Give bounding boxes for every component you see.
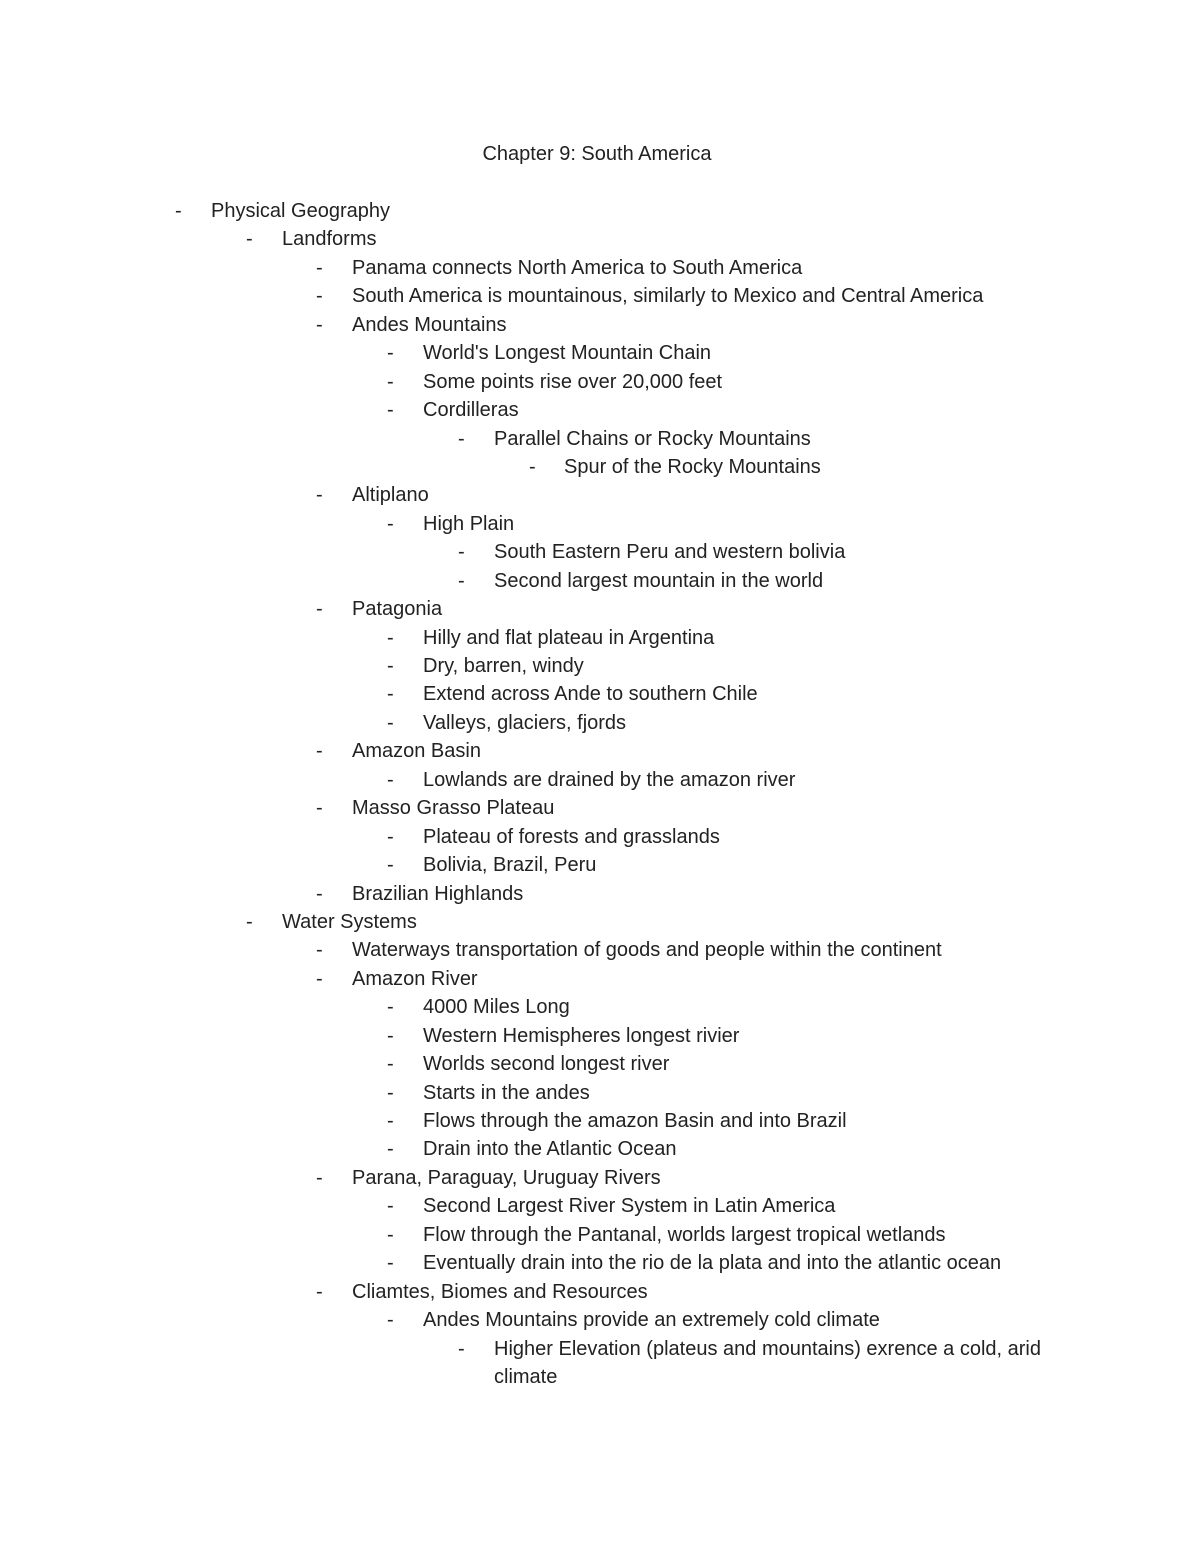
bullet-dash: -: [387, 996, 394, 1019]
outline-item: [0, 851, 1200, 879]
outline-item-text: Starts in the andes: [423, 1081, 590, 1104]
bullet-dash: -: [458, 541, 465, 564]
bullet-dash: -: [387, 854, 394, 877]
outline-item-text: High Plain: [423, 512, 515, 535]
outline-item: [0, 624, 1200, 652]
bullet-dash: -: [316, 1280, 323, 1303]
outline-item: [0, 510, 1200, 538]
outline-item-text: Lowlands are drained by the amazon river: [423, 768, 796, 791]
bullet-dash: -: [387, 768, 394, 791]
outline-item-text: Andes Mountains provide an extremely cold climate: [423, 1309, 880, 1332]
outline-item-text: Water Systems: [282, 910, 417, 933]
outline-item: [0, 1221, 1200, 1249]
bullet-dash: -: [316, 285, 323, 308]
outline-item: [0, 1107, 1200, 1135]
outline-item-text: Second Largest River System in Latin America: [423, 1195, 836, 1218]
outline-item: [0, 197, 1200, 225]
bullet-dash: -: [387, 711, 394, 734]
outline-item: [0, 1306, 1200, 1334]
outline-item: [0, 339, 1200, 367]
bullet-outline: [0, 197, 1200, 1391]
bullet-dash: -: [387, 1223, 394, 1246]
bullet-dash: -: [529, 455, 536, 478]
outline-item-text: Bolivia, Brazil, Peru: [423, 854, 597, 877]
bullet-dash: -: [316, 484, 323, 507]
bullet-dash: -: [458, 427, 465, 450]
outline-item: [0, 538, 1200, 566]
outline-item-text: Amazon River: [352, 967, 478, 990]
outline-item: [0, 1164, 1200, 1192]
outline-item: [0, 1335, 1200, 1392]
bullet-dash: -: [387, 512, 394, 535]
outline-item-text: 4000 Miles Long: [423, 996, 570, 1019]
bullet-dash: -: [387, 626, 394, 649]
outline-item: [0, 680, 1200, 708]
bullet-dash: -: [246, 910, 253, 933]
outline-item: [0, 396, 1200, 424]
outline-item-text: Hilly and flat plateau in Argentina: [423, 626, 715, 649]
outline-item-text: Flow through the Pantanal, worlds largest tropical wetlands: [423, 1223, 946, 1246]
bullet-dash: -: [387, 1138, 394, 1161]
outline-item-text: Cliamtes, Biomes and Resources: [352, 1280, 648, 1303]
bullet-dash: -: [316, 1166, 323, 1189]
outline-item-text: Drain into the Atlantic Ocean: [423, 1138, 677, 1161]
outline-item-text: World's Longest Mountain Chain: [423, 342, 712, 365]
outline-item-text: Some points rise over 20,000 feet: [423, 370, 723, 393]
bullet-dash: -: [387, 1081, 394, 1104]
outline-item: [0, 1079, 1200, 1107]
outline-item-text: Second largest mountain in the world: [494, 569, 824, 592]
outline-item-text: Parana, Paraguay, Uruguay Rivers: [352, 1166, 661, 1189]
outline-item-text: Altiplano: [352, 484, 429, 507]
outline-item-text: Worlds second longest river: [423, 1053, 670, 1076]
bullet-dash: -: [387, 1053, 394, 1076]
outline-item-text: Physical Geography: [211, 200, 390, 222]
outline-item: [0, 880, 1200, 908]
outline-item-text: Spur of the Rocky Mountains: [564, 455, 821, 478]
outline-item: [0, 567, 1200, 595]
outline-item-text: Patagonia: [352, 598, 443, 621]
outline-item: [0, 794, 1200, 822]
bullet-dash: -: [387, 683, 394, 706]
outline-item: [0, 1278, 1200, 1306]
outline-item-text: Masso Grasso Plateau: [352, 797, 555, 820]
outline-item: [0, 282, 1200, 310]
outline-item-text: Western Hemispheres longest rivier: [423, 1024, 740, 1047]
outline-item: [0, 311, 1200, 339]
bullet-dash: -: [387, 1195, 394, 1218]
bullet-dash: -: [458, 1337, 465, 1360]
bullet-dash: -: [387, 370, 394, 393]
bullet-dash: -: [387, 1110, 394, 1132]
outline-item-text: Waterways transportation of goods and people within the continent: [352, 939, 942, 962]
outline-item: [0, 425, 1200, 453]
outline-item-text: Brazilian Highlands: [352, 882, 524, 905]
outline-item-text: Amazon Basin: [352, 740, 481, 763]
outline-item: [0, 595, 1200, 623]
bullet-dash: -: [387, 1252, 394, 1275]
bullet-dash: -: [387, 1024, 394, 1047]
outline-item: [0, 453, 1200, 481]
outline-item: [0, 1192, 1200, 1220]
bullet-dash: -: [246, 228, 253, 251]
outline-item: [0, 823, 1200, 851]
outline-item: [0, 965, 1200, 993]
outline-item: [0, 766, 1200, 794]
outline-item-text: Panama connects North America to South America: [352, 256, 803, 279]
bullet-dash: -: [316, 598, 323, 621]
outline-item: [0, 1050, 1200, 1078]
outline-item: [0, 993, 1200, 1021]
bullet-dash: -: [316, 967, 323, 990]
page-title: Chapter 9: South America: [482, 143, 712, 165]
bullet-dash: -: [316, 740, 323, 763]
outline-item-text: Cordilleras: [423, 399, 519, 422]
outline-item: [0, 254, 1200, 282]
bullet-dash: -: [316, 882, 323, 905]
outline-item-text: Andes Mountains: [352, 313, 507, 336]
outline-item: [0, 1022, 1200, 1050]
outline-item: [0, 368, 1200, 396]
outline-item-text: Valleys, glaciers, fjords: [423, 711, 627, 734]
bullet-dash: -: [316, 313, 323, 336]
outline-item: [0, 481, 1200, 509]
bullet-dash: -: [458, 569, 465, 592]
bullet-dash: -: [387, 342, 394, 365]
outline-item-text: Flows through the amazon Basin and into Brazil: [423, 1110, 847, 1132]
bullet-dash: -: [175, 200, 182, 222]
outline-item-text: Landforms: [282, 228, 377, 251]
bullet-dash: -: [316, 256, 323, 279]
outline-item-text: South Eastern Peru and western bolivia: [494, 541, 846, 564]
outline-item: [0, 225, 1200, 253]
outline-item-text: Parallel Chains or Rocky Mountains: [494, 427, 811, 450]
outline-item-text: Eventually drain into the rio de la plata and into the atlantic ocean: [423, 1252, 1002, 1275]
outline-item-text: South America is mountainous, similarly to Mexico and Central America: [352, 285, 984, 308]
outline-item: [0, 1249, 1200, 1277]
outline-item: [0, 1135, 1200, 1163]
outline-item-text: Higher Elevation (plateus and mountains) exrence a cold, arid climate: [494, 1337, 1041, 1388]
outline-item: [0, 908, 1200, 936]
bullet-dash: -: [316, 797, 323, 820]
outline-item: [0, 709, 1200, 737]
outline-item: [0, 936, 1200, 964]
outline-item-text: Dry, barren, windy: [423, 655, 584, 677]
bullet-dash: -: [316, 939, 323, 962]
bullet-dash: -: [387, 399, 394, 422]
outline-item-text: Plateau of forests and grasslands: [423, 825, 720, 848]
bullet-dash: -: [387, 655, 394, 677]
bullet-dash: -: [387, 825, 394, 848]
bullet-dash: -: [387, 1309, 394, 1332]
outline-item: [0, 652, 1200, 680]
outline-item-text: Extend across Ande to southern Chile: [423, 683, 758, 706]
outline-item: [0, 737, 1200, 765]
